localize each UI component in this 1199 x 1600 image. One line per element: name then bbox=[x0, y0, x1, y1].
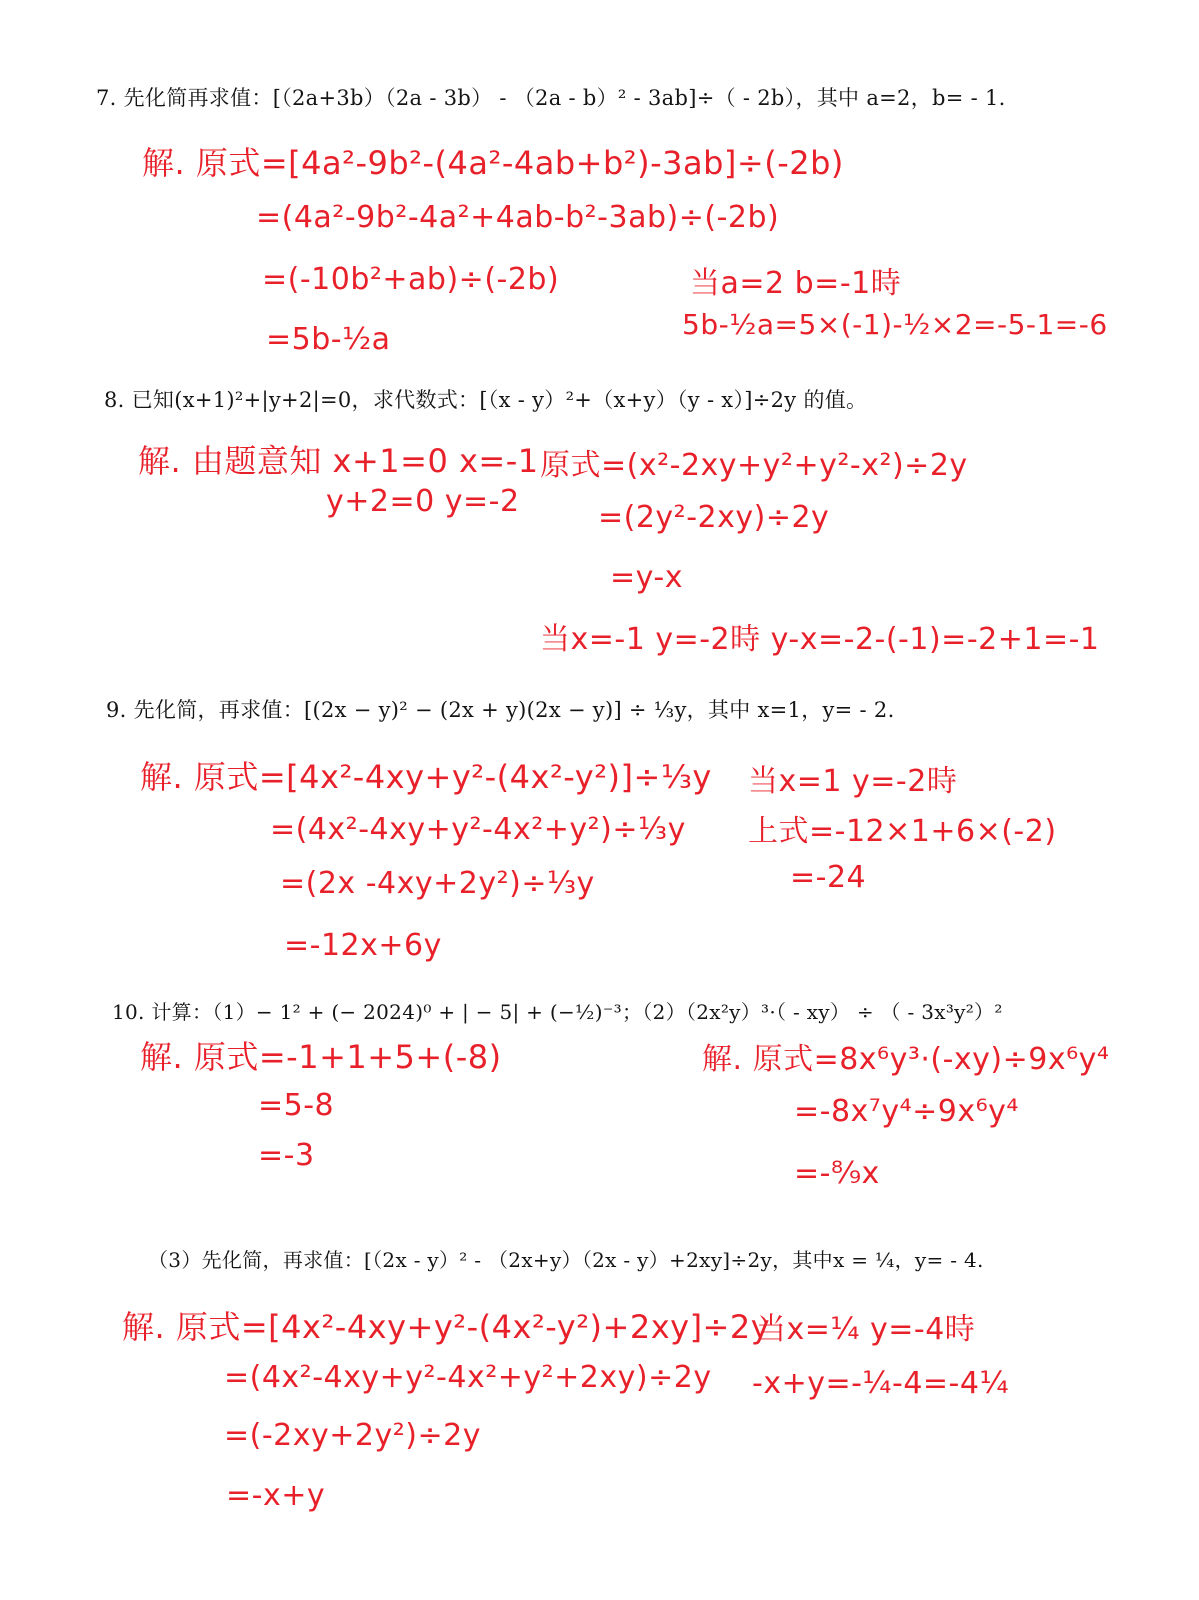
solution-7-line-1: 解. 原式=[4a²-9b²-(4a²-4ab+b²)-3ab]÷(-2b) bbox=[142, 144, 844, 182]
given-8-line-2: y+2=0 y=-2 bbox=[326, 484, 520, 519]
solution-10-1-line-3: =-3 bbox=[258, 1138, 315, 1173]
solution-10-2-line-3: =-⁸⁄₉x bbox=[794, 1156, 880, 1191]
question-10-3: （3）先化简，再求值：[（2x - y）² - （2x+y）（2x - y）+2xy]÷2y，其中x = ¼，y= - 4. bbox=[148, 1248, 984, 1272]
solution-10-3-line-4: =-x+y bbox=[226, 1478, 326, 1513]
solution-8-line-2: =(2y²-2xy)÷2y bbox=[598, 500, 830, 535]
solution-9-line-4: =-12x+6y bbox=[284, 928, 442, 963]
evaluation-10-3-line-2: -x+y=-¼-4=-4¼ bbox=[752, 1366, 1010, 1401]
solution-10-3-line-3: =(-2xy+2y²)÷2y bbox=[224, 1418, 481, 1453]
solution-7-line-3: =(-10b²+ab)÷(-2b) bbox=[262, 262, 560, 297]
evaluation-9-line-3: =-24 bbox=[790, 860, 867, 895]
solution-10-3-line-2: =(4x²-4xy+y²-4x²+y²+2xy)÷2y bbox=[224, 1360, 712, 1395]
solution-10-2-line-2: =-8x⁷y⁴÷9x⁶y⁴ bbox=[794, 1094, 1019, 1129]
question-10: 10. 计算：（1）− 1² + (− 2024)⁰ + | − 5| + (−½)⁻³；（2）（2x²y）³·（ - xy） ÷ （ - 3x³y²）² bbox=[112, 1000, 1003, 1024]
solution-10-1-line-2: =5-8 bbox=[258, 1088, 335, 1123]
solution-9-line-3: =(2x -4xy+2y²)÷⅓y bbox=[280, 866, 595, 901]
solution-8-line-1: 原式=(x²-2xy+y²+y²-x²)÷2y bbox=[540, 448, 968, 483]
question-9: 9. 先化简，再求值：[(2x − y)² − (2x + y)(2x − y)] ÷ ⅓y，其中 x=1，y= - 2. bbox=[106, 698, 895, 722]
solution-10-3-line-1: 解. 原式=[4x²-4xy+y²-(4x²-y²)+2xy]÷2y bbox=[122, 1308, 771, 1346]
solution-7-line-4: =5b-½a bbox=[266, 322, 391, 357]
evaluation-7-line-2: 5b-½a=5×(-1)-½×2=-5-1=-6 bbox=[682, 308, 1108, 341]
solution-7-line-2: =(4a²-9b²-4a²+4ab-b²-3ab)÷(-2b) bbox=[256, 200, 780, 235]
solution-9-line-2: =(4x²-4xy+y²-4x²+y²)÷⅓y bbox=[270, 812, 686, 847]
question-8: 8. 已知(x+1)²+|y+2|=0，求代数式：[（x - y）²+（x+y）（y - x）]÷2y 的值。 bbox=[104, 388, 868, 412]
solution-10-1-line-1: 解. 原式=-1+1+5+(-8) bbox=[140, 1038, 502, 1076]
solution-9-line-1: 解. 原式=[4x²-4xy+y²-(4x²-y²)]÷⅓y bbox=[140, 758, 712, 796]
evaluation-9-line-2: 上式=-12×1+6×(-2) bbox=[748, 814, 1057, 849]
question-7: 7. 先化简再求值：[（2a+3b）（2a - 3b） - （2a - b）² - 3ab]÷（ - 2b），其中 a=2，b= - 1. bbox=[96, 86, 1006, 110]
evaluation-7-line-1: 当a=2 b=-1時 bbox=[690, 266, 902, 301]
evaluation-10-3-line-1: 当x=¼ y=-4時 bbox=[756, 1312, 976, 1347]
solution-10-2-line-1: 解. 原式=8x⁶y³·(-xy)÷9x⁶y⁴ bbox=[702, 1042, 1110, 1077]
given-8-line-1: 解. 由题意知 x+1=0 x=-1 bbox=[138, 442, 539, 480]
solution-8-line-3: =y-x bbox=[610, 560, 683, 595]
evaluation-9-line-1: 当x=1 y=-2時 bbox=[748, 764, 958, 799]
solution-8-line-4: 当x=-1 y=-2時 y-x=-2-(-1)=-2+1=-1 bbox=[540, 622, 1100, 657]
